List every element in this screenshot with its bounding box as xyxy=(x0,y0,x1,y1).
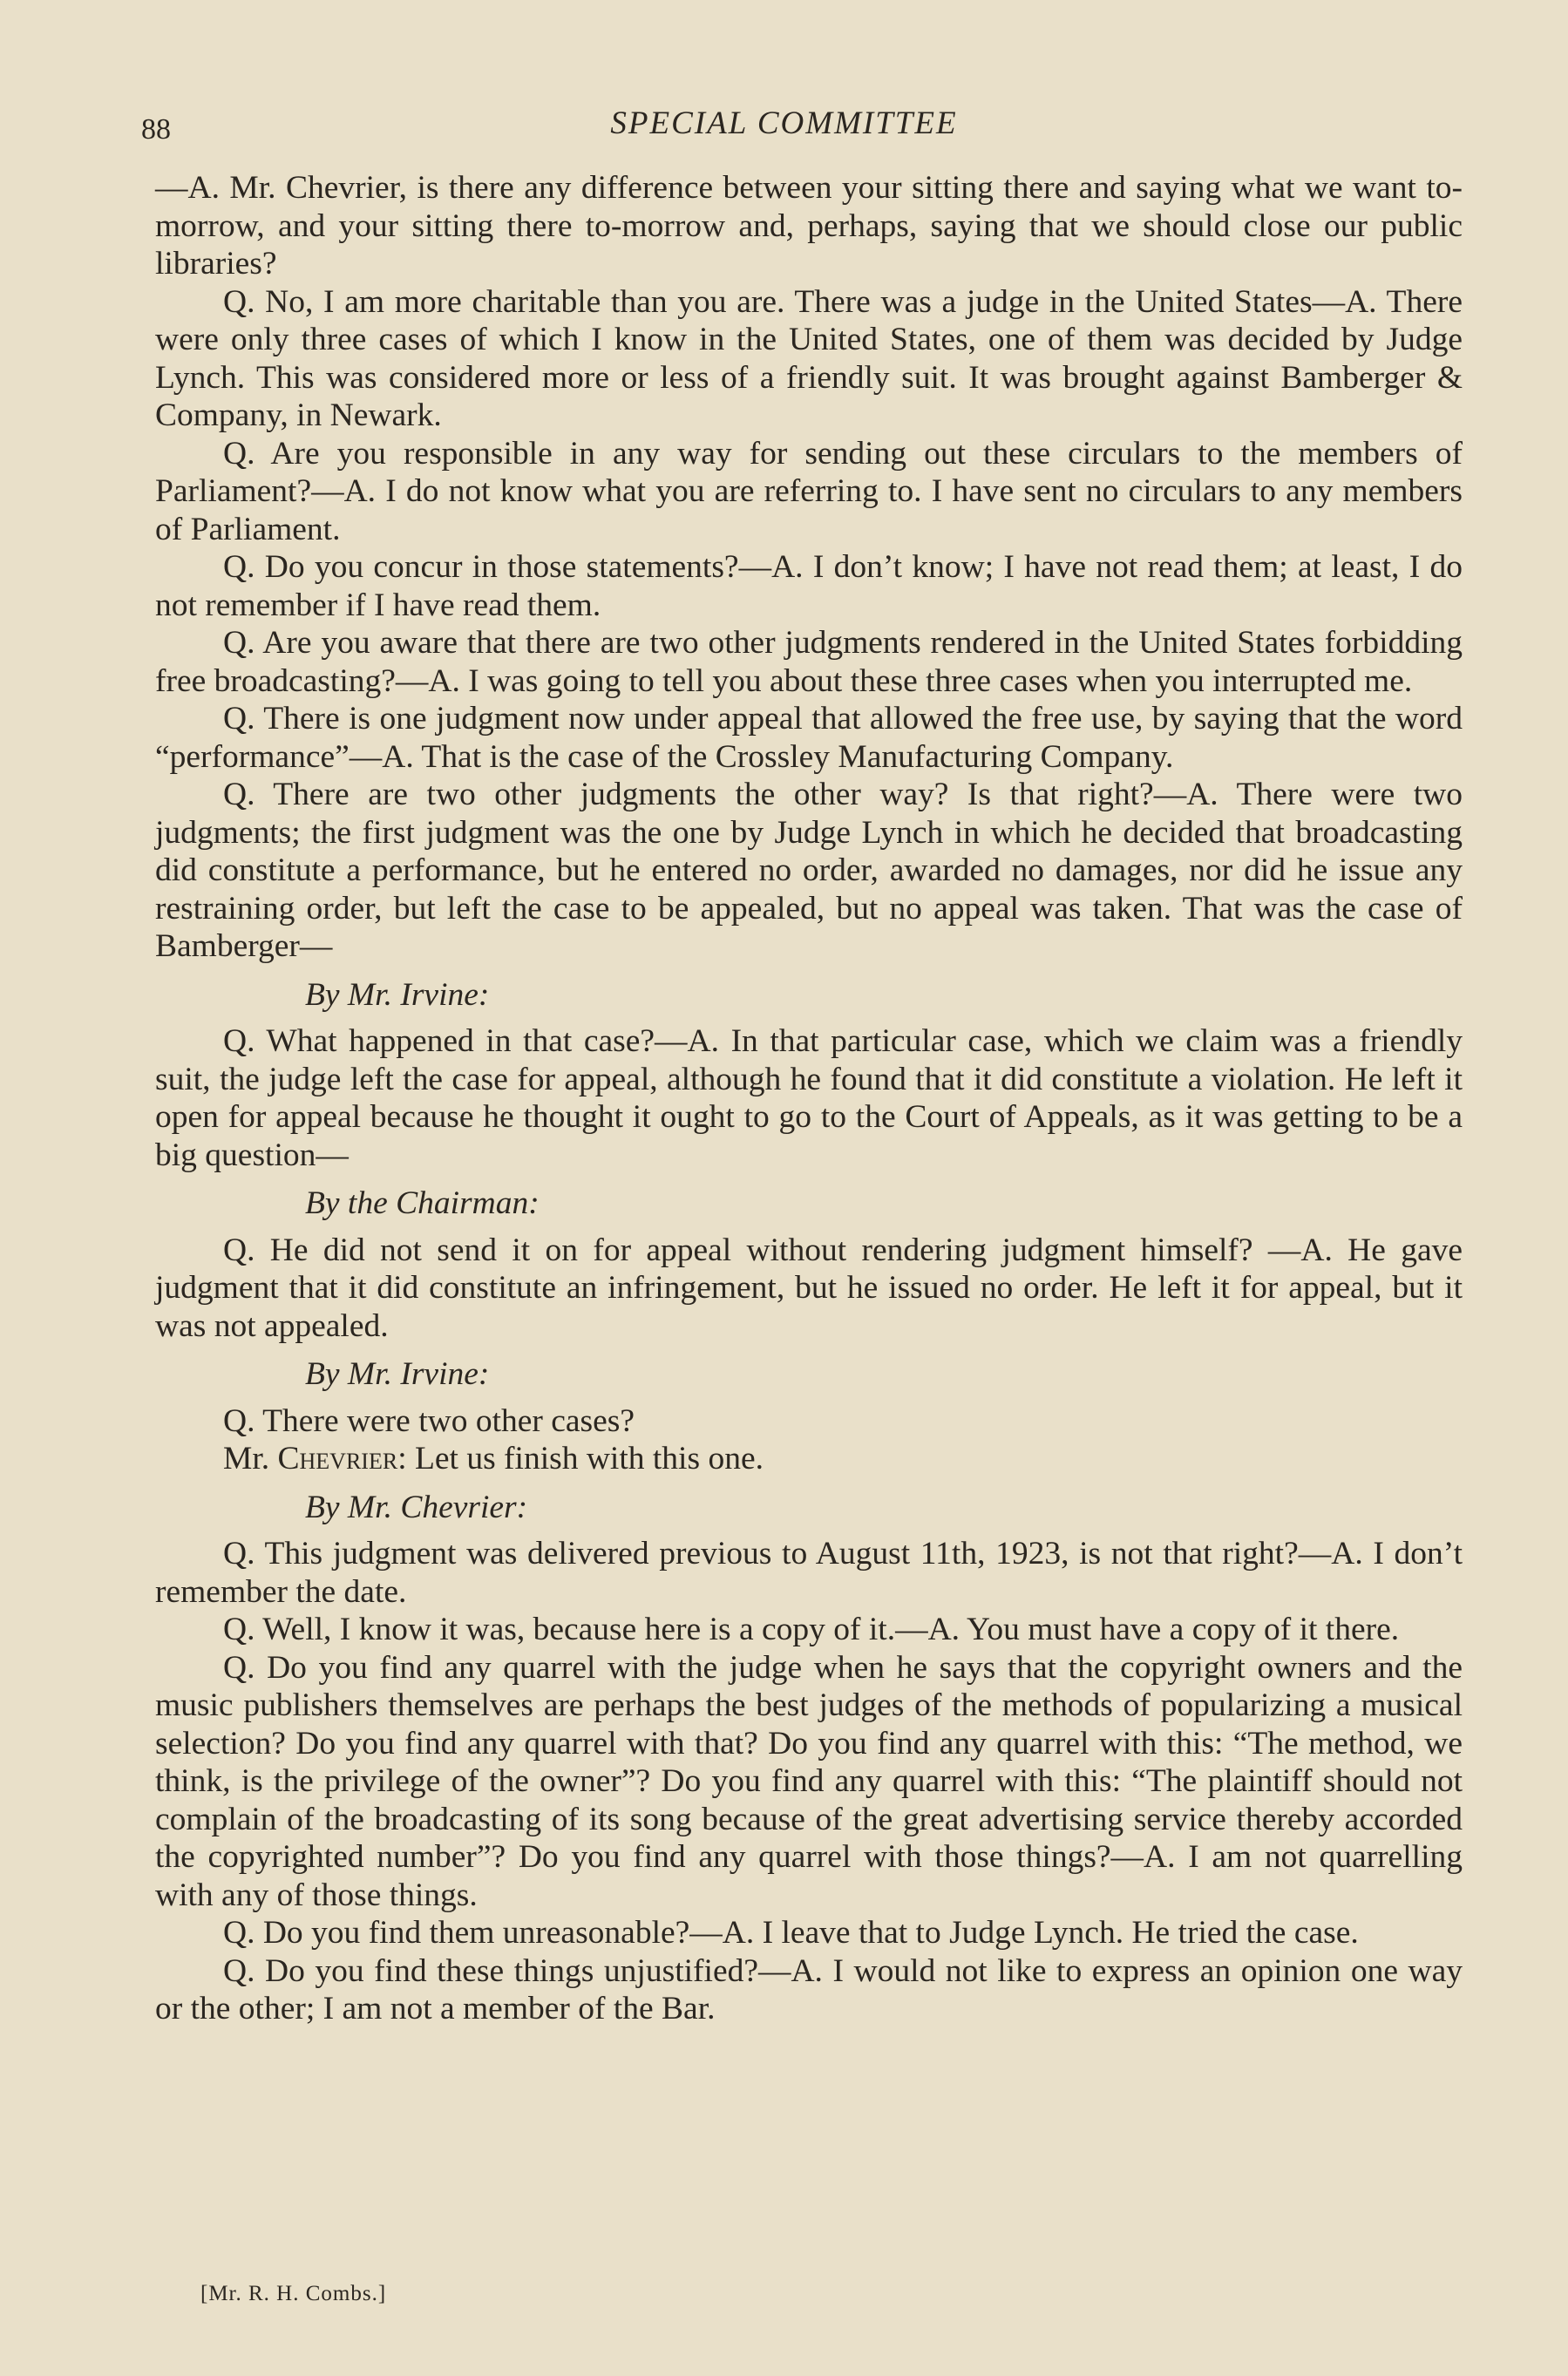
witness-footnote: [Mr. R. H. Combs.] xyxy=(200,2282,387,2305)
testimony-paragraph: Q. What happened in that case?—A. In that particular case, which we claim was a friendly suit, the judge left the case for appeal, although he found that it did constitute a violation. He left it open for appeal because he thought it ought to go to the Court of Appeals, as it was getting to be a big question— xyxy=(155,1023,1463,1173)
transcript-body xyxy=(155,169,1463,2028)
testimony-paragraph: Q. No, I am more charitable than you are. There was a judge in the United States—A. There were only three cases of which I know in the United States, one of them was decided by Judge Lynch. This was considered more or less of a friendly suit. It was brought against Bamberger & Company, in Newark. xyxy=(155,283,1463,433)
speaker-prefix: Mr. xyxy=(223,1441,278,1477)
examiner-heading: By Mr. Irvine: xyxy=(305,1356,490,1392)
examiner-heading: By Mr. Irvine: xyxy=(305,976,490,1013)
testimony-paragraph: Q. There were two other cases? xyxy=(223,1402,635,1439)
testimony-paragraph: Q. Well, I know it was, because here is a copy of it.—A. You must have a copy of it there. xyxy=(223,1612,1400,1647)
running-head: SPECIAL COMMITTEE xyxy=(610,105,958,141)
testimony-paragraph: Q. This judgment was delivered previous to August 11th, 1923, is not that right?—A. I don’t remember the date. xyxy=(155,1536,1463,1610)
testimony-paragraph: Q. Do you find them unreasonable?—A. I leave that to Judge Lynch. He tried the case. xyxy=(223,1915,1359,1951)
testimony-paragraph: Q. Do you find any quarrel with the judge when he says that the copyright owners and the music publishers themselves are perhaps the best judges of the methods of popularizing a musical selection? Do you find any quarrel with that? Do you find any quarrel with this: “The method, we think, is the privilege of the owner”? Do you find any quarrel with this: “The plaintiff should not complain of the broadcasting of its song because of the great advertising service thereby accorded the copyrighted number”? Do you find any quarrel with those things?—A. I am not quarrelling with any of those things. xyxy=(155,1649,1463,1913)
speaker-text: : Let us finish with this one. xyxy=(397,1441,764,1477)
testimony-paragraph: Q. Do you concur in those statements?—A. I don’t know; I have not read them; at least, I do not remember if I have read them. xyxy=(155,549,1463,623)
testimony-paragraph: Q. There are two other judgments the other way? Is that right?—A. There were two judgments; the first judgment was the one by Judge Lynch in which he decided that broadcasting did constitute a performance, but he entered no order, awarded no damages, nor did he issue any restraining order, but left the case to be appealed, but no appeal was taken. That was the case of Bamberger— xyxy=(155,777,1463,964)
speaker-name: Chevrier xyxy=(277,1441,398,1477)
page-header xyxy=(0,98,1568,150)
testimony-paragraph: —A. Mr. Chevrier, is there any difference between your sitting there and saying what we want to-morrow, and your sitting there to-morrow and, perhaps, saying that we should close our public libraries? xyxy=(155,170,1463,282)
testimony-paragraph: Q. Are you responsible in any way for sending out these circulars to the members of Parliament?—A. I do not know what you are referring to. I have sent no circulars to any members of Parliament. xyxy=(155,435,1463,547)
testimony-paragraph: Q. Are you aware that there are two other judgments rendered in the United States forbidding free broadcasting?—A. I was going to tell you about these three cases when you interrupted me. xyxy=(155,625,1463,699)
speaker-paragraph xyxy=(155,1440,1463,1478)
page-number: 88 xyxy=(141,113,171,146)
testimony-paragraph: Q. There is one judgment now under appeal that allowed the free use, by saying that the word “performance”—A. That is the case of the Crossley Manufacturing Company. xyxy=(155,701,1463,775)
examiner-heading: By the Chairman: xyxy=(305,1185,540,1221)
testimony-paragraph: Q. Do you find these things unjustified?—A. I would not like to express an opinion one way or the other; I am not a member of the Bar. xyxy=(155,1952,1463,2026)
testimony-paragraph: Q. He did not send it on for appeal without rendering judgment himself? —A. He gave judgment that it did constitute an infringement, but he issued no order. He left it for appeal, but it was not appealed. xyxy=(155,1232,1463,1344)
examiner-heading: By Mr. Chevrier: xyxy=(305,1489,528,1525)
